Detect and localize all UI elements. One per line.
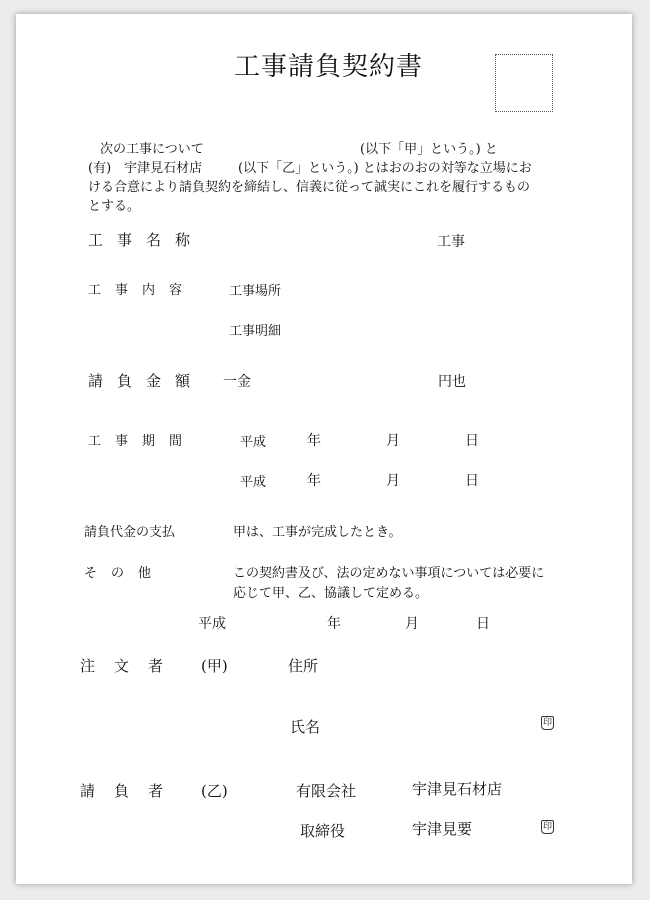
amount-prefix: 一金 [223, 374, 251, 390]
intro-line4: とする。 [88, 199, 141, 214]
period-start-day: 日 [465, 433, 479, 449]
intro-line3: ける合意により請負契約を締結し、信義に従って誠実にこれを履行するもの [88, 180, 531, 195]
work-content-label: 工事内容 [88, 283, 197, 298]
work-detail-label: 工事明細 [229, 324, 282, 339]
period-label: 工事期間 [88, 434, 197, 449]
orderer-address-label: 住所 [288, 657, 319, 675]
orderer-label: 注文者 [80, 657, 183, 675]
contract-date-year: 年 [327, 616, 341, 632]
period-start-year: 年 [307, 433, 321, 449]
period-start-era: 平成 [240, 435, 267, 450]
amount-suffix: 円也 [438, 374, 466, 390]
contractor-label: 請負者 [80, 782, 183, 800]
work-name-suffix: 工事 [437, 234, 465, 250]
period-start-month: 月 [386, 433, 400, 449]
contract-date-month: 月 [405, 616, 419, 632]
payment-label: 請負代金の支払 [84, 525, 176, 540]
contractor-company-name: 宇津見石材店 [412, 780, 503, 798]
period-end-month: 月 [386, 473, 400, 489]
contractor-title: 取締役 [300, 822, 346, 840]
intro-line1-b: (以下「甲」という。) と [360, 142, 498, 157]
other-label: その他 [84, 566, 166, 581]
orderer-seal-mark: 印 [542, 718, 552, 728]
contract-date-day: 日 [476, 616, 490, 632]
orderer-party: (甲) [201, 657, 228, 675]
period-end-era: 平成 [240, 475, 267, 490]
payment-text: 甲は、工事が完成したとき。 [233, 525, 402, 540]
other-text-line1: この契約書及び、法の定めない事項については必要に [233, 566, 545, 581]
intro-line1-a: 次の工事について [100, 142, 204, 157]
contractor-party: (乙) [201, 782, 228, 800]
document-title: 工事請負契約書 [234, 52, 424, 82]
contractor-person: 宇津見要 [412, 820, 473, 838]
contractor-seal-mark: 印 [542, 822, 552, 832]
contractor-company-type: 有限会社 [296, 782, 357, 800]
other-text-line2: 応じて甲、乙、協議して定める。 [233, 586, 429, 601]
intro-paragraph [88, 140, 558, 216]
amount-label: 請負金額 [88, 372, 205, 390]
intro-line2-b: (以下「乙」という。) とはおのおの対等な立場にお [238, 161, 532, 176]
work-site-label: 工事場所 [229, 284, 282, 299]
contract-date-era: 平成 [198, 616, 226, 632]
period-end-day: 日 [465, 473, 479, 489]
orderer-name-label: 氏名 [290, 718, 321, 736]
period-end-year: 年 [307, 473, 321, 489]
intro-line2-a: (有) 宇津見石材店 [88, 161, 203, 176]
work-name-label: 工事名称 [88, 231, 205, 249]
revenue-stamp-box [495, 54, 553, 112]
